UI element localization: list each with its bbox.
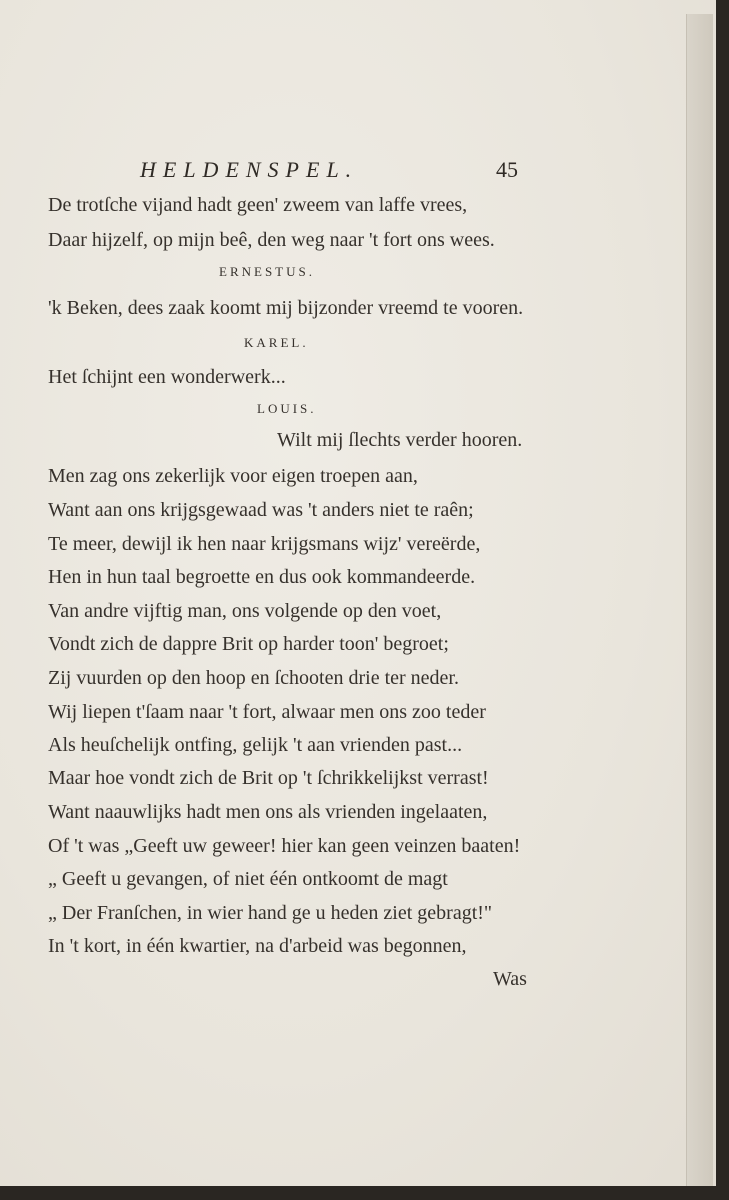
verse-line: Daar hijzelf, op mijn beê, den weg naar 't fort ons wees.: [48, 229, 495, 251]
running-head: HELDENSPEL.: [140, 157, 359, 182]
speaker-ernestus: ERNESTUS.: [219, 264, 315, 279]
verse-line: In 't kort, in één kwartier, na d'arbeid was begonnen,: [48, 935, 467, 957]
verse-line: Want naauwlijks hadt men ons als vrienden ingelaaten,: [48, 801, 488, 823]
verse-line: 'k Beken, dees zaak koomt mij bijzonder vreemd te vooren.: [48, 297, 524, 319]
verse-line: Wij liepen t'ſaam naar 't fort, alwaar men ons zoo teder: [48, 701, 486, 723]
verse-line: Zij vuurden op den hoop en ſchooten drie ter neder.: [48, 667, 459, 689]
verse-line: Of 't was „Geeft uw geweer! hier kan geen veinzen baaten!: [48, 835, 521, 857]
verse-line: Maar hoe vondt zich de Brit op 't ſchrikkelijkst verrast!: [48, 767, 489, 789]
speaker-louis: LOUIS.: [257, 401, 317, 416]
page-edge: [686, 14, 713, 1186]
speaker-karel: KAREL.: [244, 335, 309, 350]
verse-line: Wilt mij ſlechts verder hooren.: [277, 429, 523, 451]
verse-line: Men zag ons zekerlijk voor eigen troepen aan,: [48, 465, 418, 487]
verse-line: Hen in hun taal begroette en dus ook kommandeerde.: [48, 566, 476, 588]
verse-line: Te meer, dewijl ik hen naar krijgsmans wijz' vereërde,: [48, 533, 481, 555]
verse-line: De trotſche vijand hadt geen' zweem van laffe vrees,: [48, 194, 468, 216]
scan-border: [0, 1186, 729, 1200]
verse-line: Het ſchijnt een wonderwerk...: [48, 366, 286, 388]
verse-line: Als heuſchelijk ontfing, gelijk 't aan vrienden past...: [48, 734, 463, 756]
verse-line: „ Geeft u gevangen, of niet één ontkoomt de magt: [48, 868, 448, 890]
verse-line: Vondt zich de dappre Brit op harder toon' begroet;: [48, 633, 449, 655]
verse-line: Van andre vijftig man, ons volgende op den voet,: [48, 600, 442, 622]
catchword: Was: [493, 968, 527, 990]
verse-line: „ Der Franſchen, in wier hand ge u heden ziet gebragt!": [48, 902, 493, 924]
page-number: 45: [496, 157, 518, 182]
verse-line: Want aan ons krijgsgewaad was 't anders niet te raên;: [48, 499, 474, 521]
